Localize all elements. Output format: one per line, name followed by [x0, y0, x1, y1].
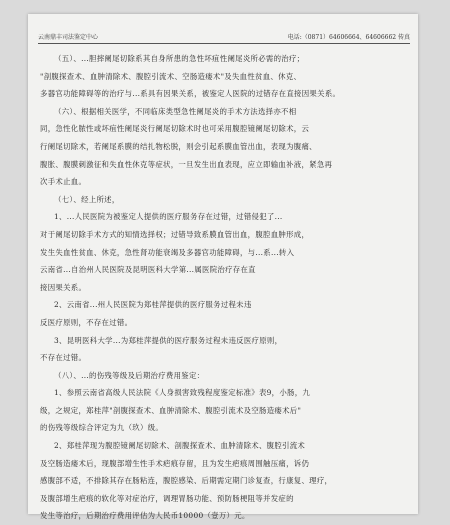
text-line: 同，急性化脓性或坏疽性阑尾炎行阑尾切除术时也可采用腹腔镜阑尾切除术，云 — [40, 124, 310, 134]
text-line: 2、郑桂萍现为腹腔镜阑尾切除术、剖腹探查术、血肿清除术、腹腔引流术 — [54, 441, 306, 451]
document-body — [40, 50, 408, 521]
text-line: 腹胀、腹膜刺激征和失血性休克等症状，一旦发生出血表现，应立即输血补液，紧急再 — [40, 159, 333, 169]
text-line: （五）、...胆摔阑尾切除系其自身所患的急性坏疽性阑尾炎所必需的治疗； — [54, 54, 305, 63]
text-line: 1、参照云南省高级人民法院《人身损害致残程度鉴定标准》表9，小肠，九 — [54, 388, 311, 398]
text-line: 感腹部不适，不排除其存在肠粘连，腹腔感染、后期需定期门诊复查，行康复、理疗， — [40, 476, 333, 486]
text-line: （六）、根据相关医学，不同临床类型急性阑尾炎的手术方法选择亦不相 — [54, 106, 297, 116]
text-line: 2、云南省...州人民医院为郑桂萍提供的医疗服务过程未违 — [54, 300, 252, 310]
text-line: 次手术止血。 — [40, 177, 87, 187]
text-line: 级，之规定，郑桂萍"剖腹探查术、血肿清除术、腹腔引流术及空肠造瘘术后" — [40, 405, 302, 415]
text-line: 行阑尾切除术，若阑尾系膜的结扎物松脱，则会引起系膜血管出血，表现为腹痛、 — [40, 141, 317, 151]
header-organization: 云南鼎丰司法鉴定中心 — [38, 34, 99, 41]
text-line: 云南省...自治州人民医院及昆明医科大学第...属医院治疗存在直 — [40, 265, 256, 275]
text-line: 及腹部增生疤痕的软化等对症治疗，调理胃肠功能、预防肠梗阻等并发症的 — [40, 493, 294, 503]
text-line: 3、昆明医科大学...为郑桂萍提供的医疗服务过程未违反医疗原则， — [54, 335, 283, 345]
text-line: 及空肠造瘘术后，现腹部增生性手术疤痕存留，且为发生疤痕周围触压痛，诉仍 — [40, 458, 310, 468]
text-line: （七）、经上所述， — [54, 194, 120, 204]
text-line: 的伤残等级综合评定为九（玖）级。 — [40, 423, 164, 433]
text-line: 接因果关系。 — [40, 282, 87, 292]
text-line: （八）、...的伤残等级及后期治疗费用鉴定： — [54, 370, 205, 380]
text-line: 发生失血性贫血、休克，急性肾功能衰竭及多器官功能障碍，与...系...转入 — [40, 247, 295, 257]
text-line: 对于阑尾切除手术方式的知情选择权；过错导致系膜血管出血，腹腔血肿形成， — [40, 229, 310, 239]
text-line: "剖腹探查术、血肿清除术、腹腔引流术、空肠造瘘术"及失血性贫血、休克、 — [40, 71, 302, 81]
text-line: 多器官功能障碍等的治疗与...系具有因果关系，被鉴定人医院的过错存在直接因果关系。 — [40, 89, 341, 99]
document-page — [28, 14, 418, 521]
text-line: 发生等治疗，后期治疗费用评估为人民币10000（壹万）元。 — [40, 511, 250, 521]
text-line: 不存在过错。 — [40, 353, 87, 363]
header-telephone: 电话:（0871）64606664、64606662 传真 — [287, 34, 410, 41]
page-header — [38, 29, 410, 44]
text-line: 反医疗原则，不存在过错。 — [40, 317, 133, 327]
text-line: 1、...人民医院为被鉴定人提供的医疗服务存在过错，过错侵犯了... — [54, 212, 283, 222]
